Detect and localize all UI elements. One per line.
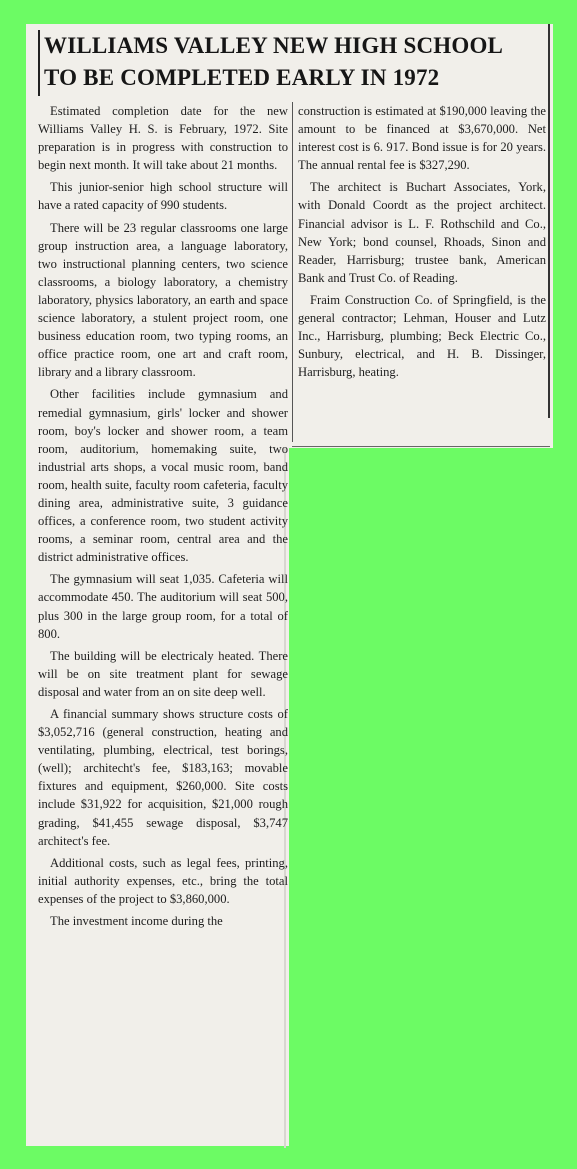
headline (44, 30, 550, 94)
left-column (38, 102, 288, 934)
paragraph: This junior-senior high school structure will have a rated capacity of 990 students. (38, 180, 288, 213)
paragraph: The investment income during the (50, 914, 223, 929)
paragraph: The gymnasium will seat 1,035. Cafeteria will accommodate 450. The auditorium will seat 500, plus 300 in the large group room, for a total of 800. (38, 572, 288, 641)
paragraph: There will be 23 regular classrooms one large group instruction area, a language laboratory, two instructional planning centers, two science classrooms, a biology laboratory, a chemistry laboratory, physics laboratory, an earth and space science laboratory, a stulent project room, one business education room, two typing rooms, an office practice room, one art and craft room, library and a library classroom. (38, 220, 288, 380)
headline-line-1: WILLIAMS VALLEY NEW HIGH SCHOOL (44, 33, 504, 58)
paragraph: A financial summary shows structure costs of $3,052,716 (general construction, heating and ventilating, plumbing, electrical, test borings, (well); architecht's fee, $183,163; movable fixtures and equipment, $260,000. Site costs include $31,922 for acquisition, $21,000 rough grading, $41,455 sewage disposal, $3,747 architect's fee. (38, 707, 288, 848)
right-column-bottom-rule (292, 446, 550, 447)
paragraph: Fraim Construction Co. of Springfield, is the general contractor; Lehman, Houser and Lutz Inc., Harrisburg, plumbing; Beck Electric Co., Sunbury, electrical, and H. B. Dissinger, Harrisburg, heating. (298, 292, 546, 380)
paragraph: Additional costs, such as legal fees, printing, initial authority expenses, etc., bring the total expenses of the project to $3,860,000. (38, 855, 288, 906)
paragraph: Estimated completion date for the new Williams Valley H. S. is February, 1972. Site preparation is in progress with construction to begin next month. It will take about 21 months. (38, 104, 288, 173)
paragraph: construction is estimated at $190,000 leaving the amount to be financed at $3,670,000. Net interest cost is 6. 917. Bond issue is for 20 years. The annual rental fee is $327,290. (298, 104, 546, 173)
paragraph: Other facilities include gymnasium and remedial gymnasium, girls' locker and shower room, boy's locker and shower room, a team room, auditorium, homemaking suite, two industrial arts shops, a vocal music room, band room, health suite, faculty room cafeteria, faculty dining area, administrative suite, 3 guidance offices, a conference room, two student activity rooms, a seminar room, central area and the district administrative offices. (38, 387, 288, 565)
headline-left-rule (38, 30, 40, 96)
column-divider (292, 102, 293, 442)
paragraph: The building will be electricaly heated. There will be on site treatment plant for sewage disposal and water from an on site deep well. (38, 648, 288, 699)
right-column (298, 102, 546, 385)
headline-line-2: TO BE COMPLETED EARLY IN 1972 (44, 65, 440, 90)
paragraph: The architect is Buchart Associates, York, with Donald Coordt as the project architect. Financial advisor is L. F. Rothschild and Co., New York; bond counsel, Rhoads, Sinon and Reader, Harrisburg; trustee bank, American Bank and Trust Co. of Reading. (298, 180, 546, 285)
